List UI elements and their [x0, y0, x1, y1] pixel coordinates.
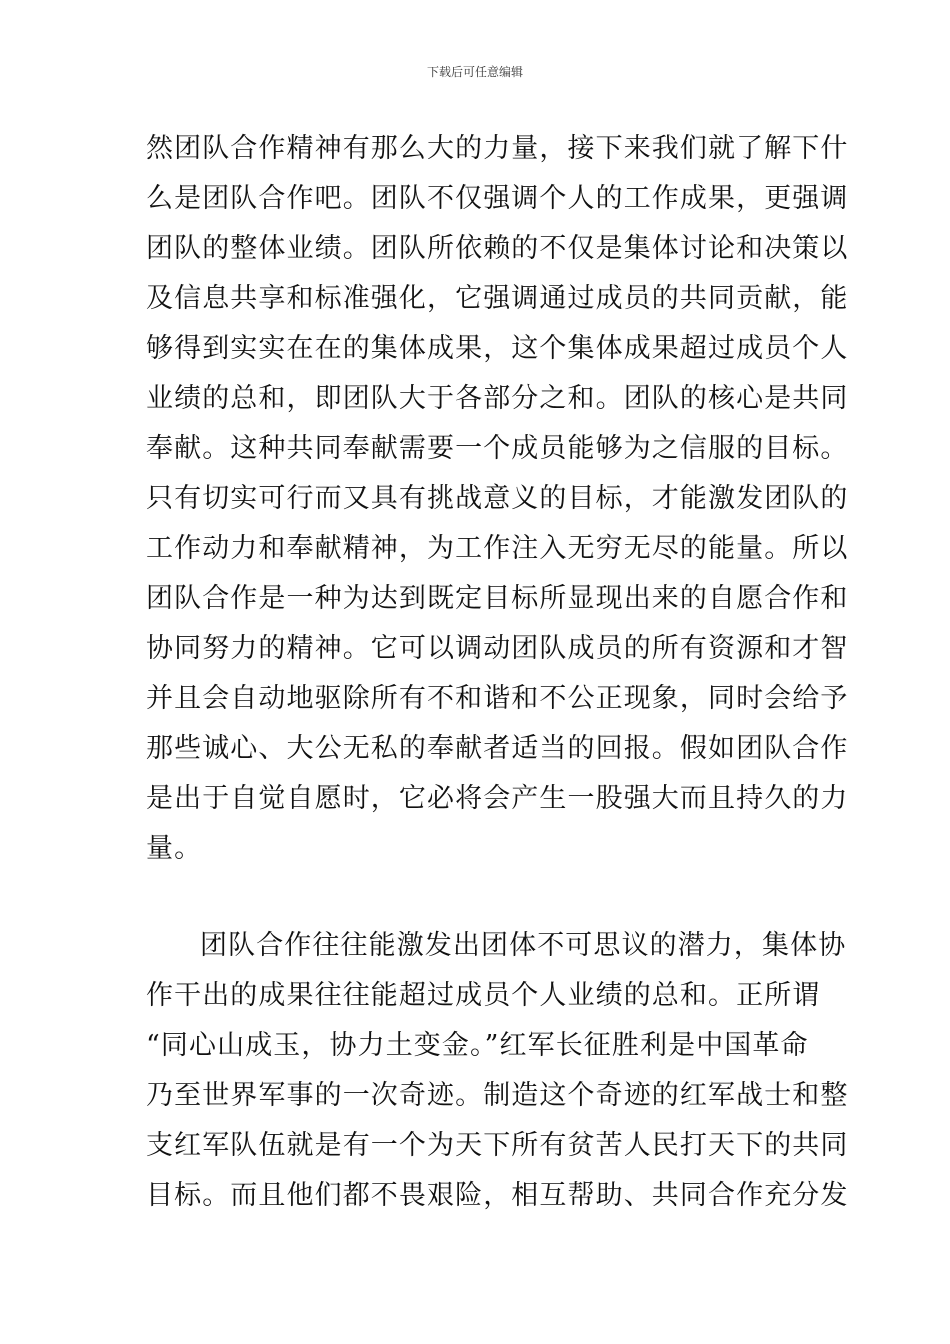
text-line: 及信息共享和标准强化，它强调通过成员的共同贡献，能 [146, 283, 849, 314]
paragraph-2 [146, 921, 849, 1221]
text-line: 够得到实实在在的集体成果，这个集体成果超过成员个人 [146, 333, 849, 364]
paragraph-1 [146, 124, 849, 874]
text-line: 么是团队合作吧。团队不仅强调个人的工作成果，更强调 [146, 183, 849, 214]
text-line: 是出于自觉自愿时，它必将会产生一股强大而且持久的力 [146, 783, 849, 814]
text-line: 作干出的成果往往能超过成员个人业绩的总和。正所谓 [146, 980, 821, 1011]
page-header: 下载后可任意编辑 [426, 65, 523, 79]
text-line-indented: 团队合作往往能激发出团体不可思议的潜力，集体协 [200, 930, 847, 961]
text-line: 奉献。这种共同奉献需要一个成员能够为之信服的目标。 [146, 433, 849, 464]
text-line: 团队的整体业绩。团队所依赖的不仅是集体讨论和决策以 [146, 233, 849, 264]
text-line: 量。 [146, 833, 203, 864]
text-line: “同心山成玉，协力土变金。”红军长征胜利是中国革命 [146, 1030, 809, 1061]
text-line: 工作动力和奉献精神，为工作注入无穷无尽的能量。所以 [146, 533, 849, 564]
text-line: 目标。而且他们都不畏艰险，相互帮助、共同合作充分发 [146, 1180, 849, 1211]
text-line: 并且会自动地驱除所有不和谐和不公正现象，同时会给予 [146, 683, 849, 714]
text-line: 团队合作是一种为达到既定目标所显现出来的自愿合作和 [146, 583, 849, 614]
text-line: 协同努力的精神。它可以调动团队成员的所有资源和才智 [146, 633, 849, 664]
text-line: 然团队合作精神有那么大的力量，接下来我们就了解下什 [146, 133, 849, 164]
text-line: 业绩的总和，即团队大于各部分之和。团队的核心是共同 [146, 383, 849, 414]
text-line: 支红军队伍就是有一个为天下所有贫苦人民打天下的共同 [146, 1130, 849, 1161]
text-line: 只有切实可行而又具有挑战意义的目标，才能激发团队的 [146, 483, 849, 514]
text-line: 乃至世界军事的一次奇迹。制造这个奇迹的红军战士和整 [146, 1080, 849, 1111]
text-line: 那些诚心、大公无私的奉献者适当的回报。假如团队合作 [146, 733, 849, 764]
